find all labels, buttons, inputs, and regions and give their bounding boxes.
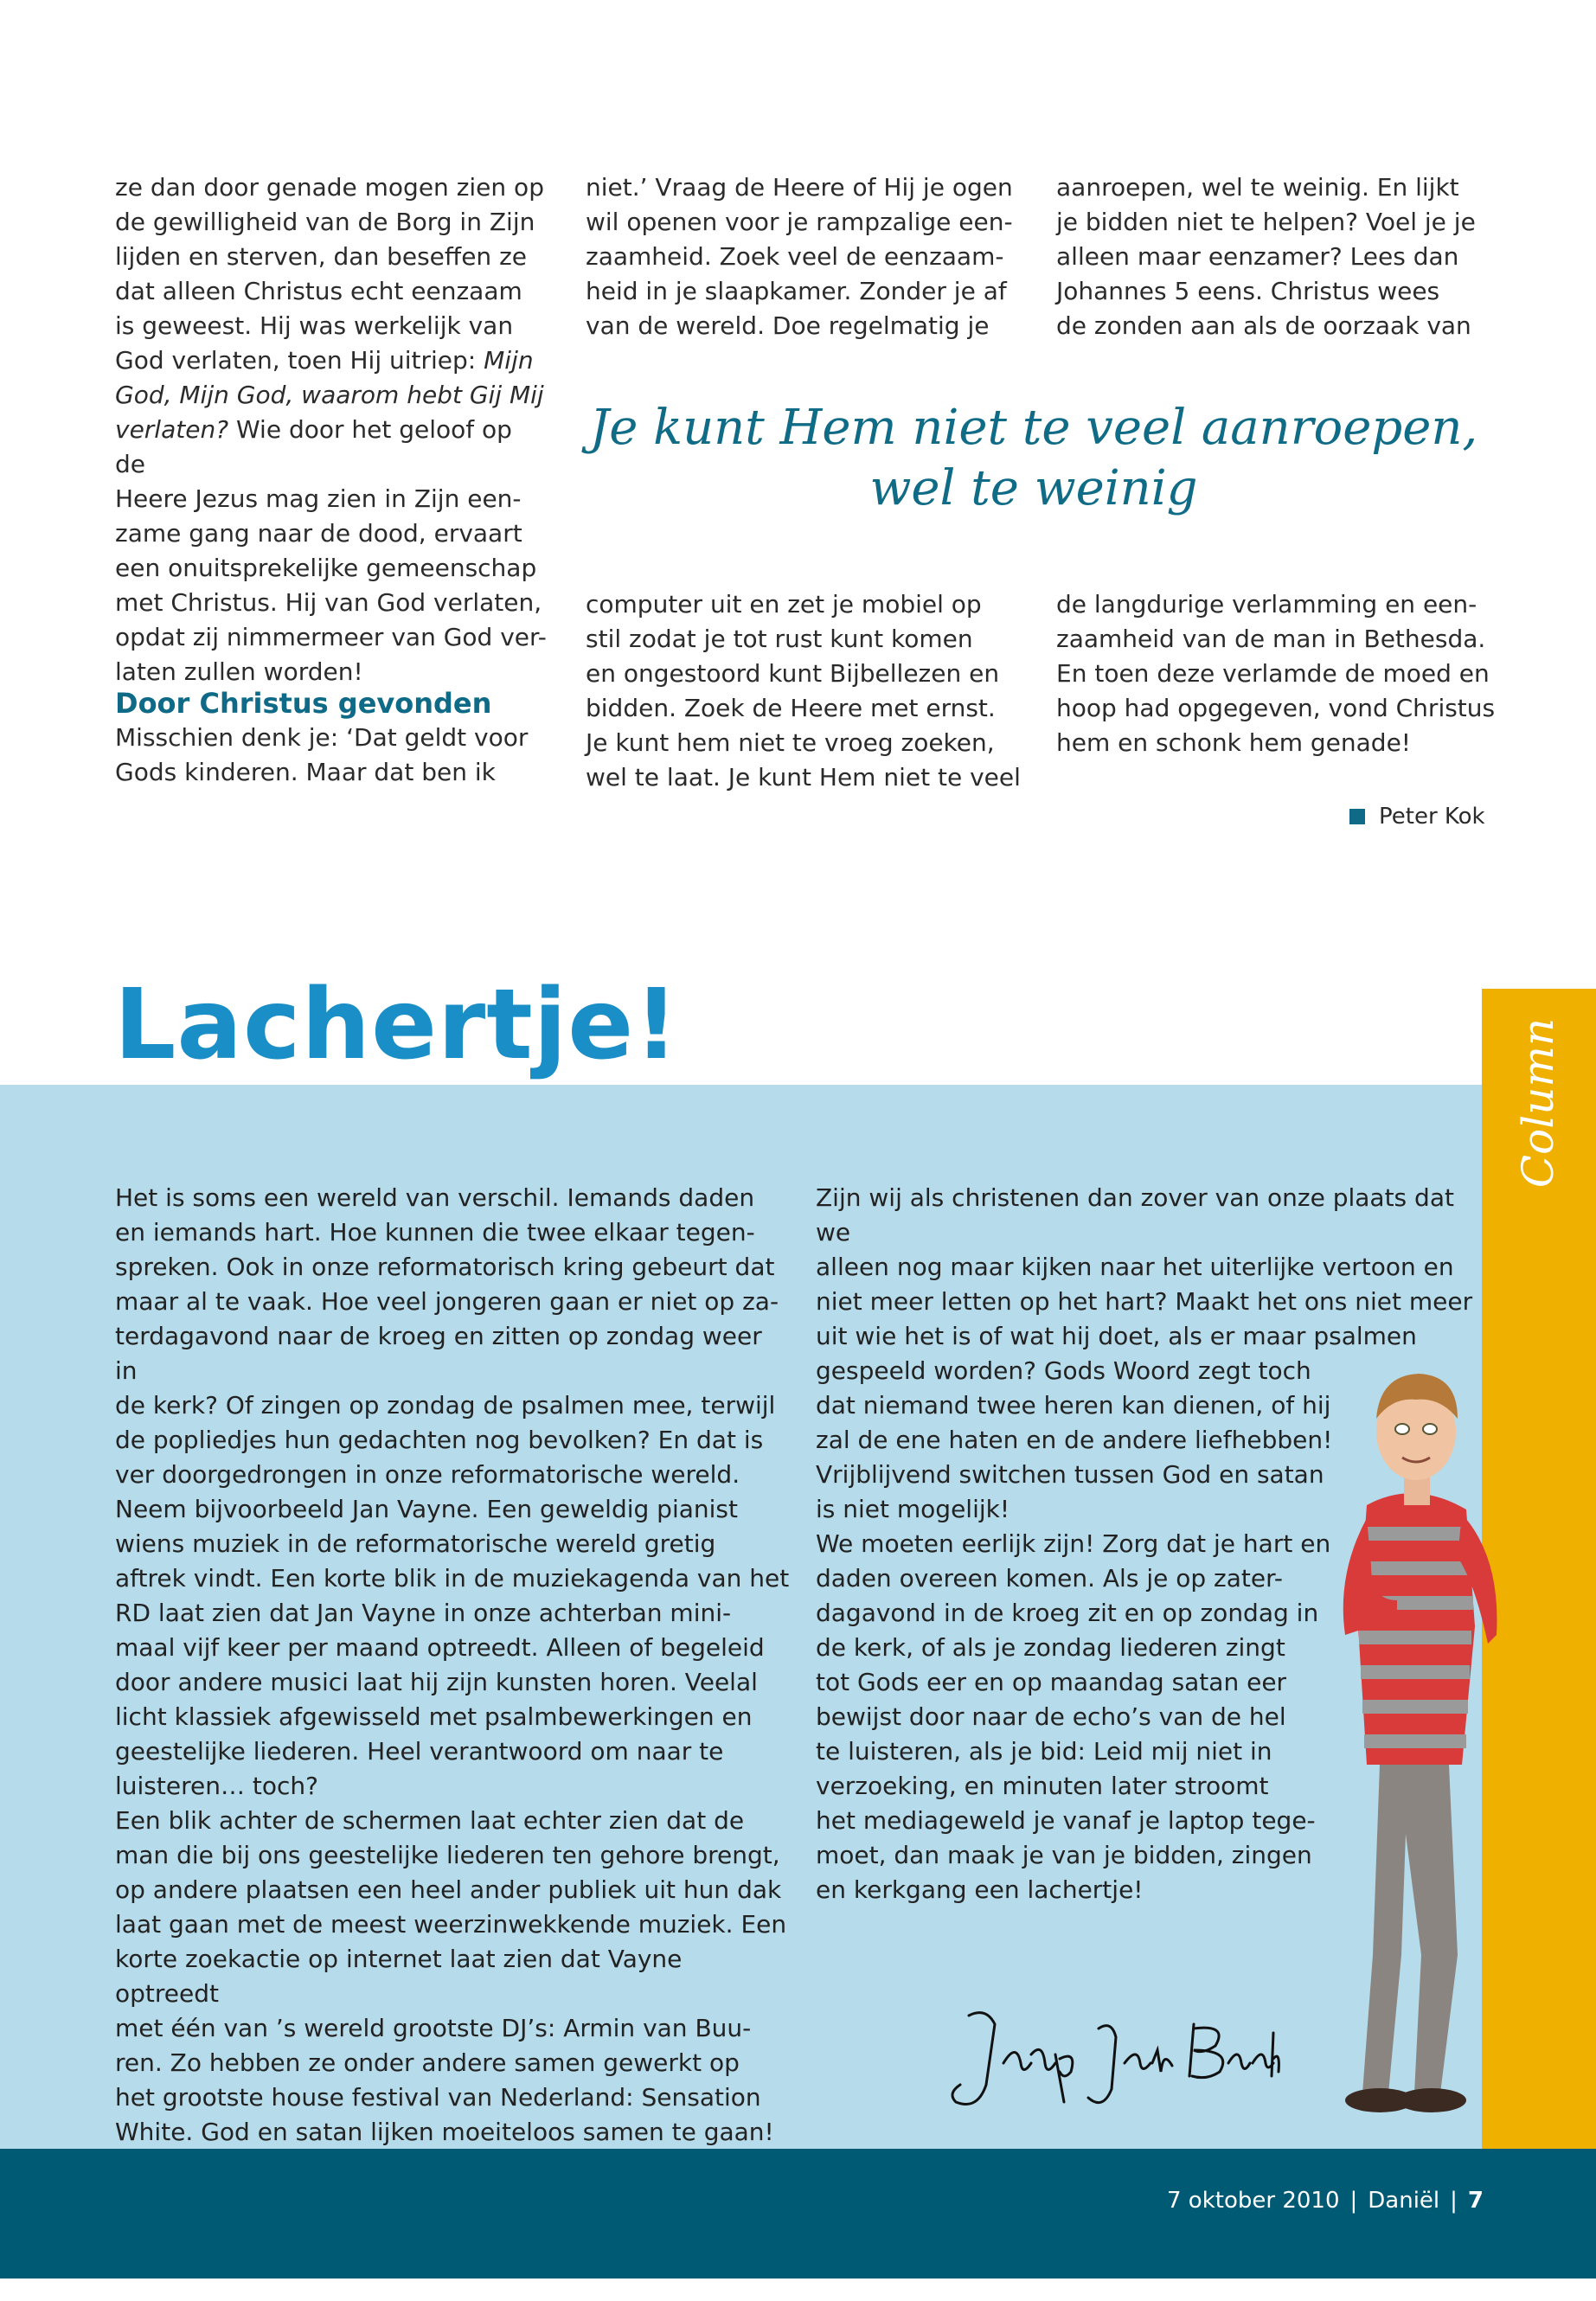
pull-quote: Je kunt Hem niet te veel aanroepen, wel te weinig (589, 400, 1478, 516)
article-author (1349, 802, 1485, 831)
article-column-1 (115, 170, 548, 689)
article-column-2-bottom: computer uit en zet je mobiel op stil zodat je tot rust kunt komen en ongestoord kunt Bijbellezen en bidden. Zoek de Heere met ernst. Je kunt hem niet te vroeg zoeken, wel te laat. Je kunt Hem niet te veel (586, 590, 1021, 792)
author-name: Peter Kok (1379, 804, 1485, 830)
article-col1-continued: Misschien denk je: ‘Dat geldt voor Gods kinderen. Maar dat ben ik (115, 723, 529, 786)
article-column-3-bottom: de langdurige verlamming en een- zaamheid van de man in Bethesda. En toen deze verlamde de moed en hoop had opgegeven, vond Christus hem en schonk hem genade! (1056, 590, 1496, 757)
footer-separator: | (1349, 2188, 1358, 2214)
column-tab-label: Column (1513, 1017, 1564, 1189)
article-col1-text-b: Wie door het geloof op de Heere Jezus mag zien in Zijn een- zame gang naar de dood, ervaart een onuitsprekelijke gemeenschap met Christus. Hij van God verlaten, opdat zij nimmermeer van God ver- laten zullen worden! (115, 415, 547, 686)
article-col1-quote: Mijn God, Mijn God, waarom hebt Gij Mij verlaten? (115, 346, 544, 444)
footer-page-number: 7 (1467, 2188, 1484, 2214)
column-tab-label-wrap (1497, 1017, 1580, 1189)
footer-magazine: Daniël (1368, 2188, 1440, 2214)
article-col1-text-a: ze dan door genade mogen zien op de gewilligheid van de Borg in Zijn lijden en sterven, dan beseffen ze dat alleen Christus echt eenzaam is geweest. Hij was werkelijk van God verlaten, toen Hij uitriep: (115, 173, 544, 375)
column-title: Lachertje! (114, 969, 680, 1081)
column-left-text: Het is soms een wereld van verschil. Iemands daden en iemands hart. Hoe kunnen die twee elkaar tegen- spreken. Ook in onze reformatorisch kring gebeurt dat maar al te vaak. Hoe veel jongeren gaan er niet op za- terdagavond naar de kroeg en zitten op zondag weer in de kerk? Of zingen op zondag de psalmen mee, terwijl de popliedjes hun gedachten nog bevolken? En dat is ver doorgedrongen in onze reformatorische wereld. Neem bijvoorbeeld Jan Vayne. Een geweldig pianist wiens muziek in de reformatorische wereld gretig aftrek vindt. Een korte blik in de muziekagenda van het RD laat zien dat Jan Vayne in onze achterban mini- maal vijf keer per maand optreedt. Alleen of begeleid door andere musici laat hij zijn kunsten horen. Veelal licht klassiek afgewisseld met psalmbewerkingen en geestelijke liederen. Heel verantwoord om naar te luisteren… toch? Een blik achter de schermen laat echter zien dat de man die bij ons geestelijke liederen ten gehore brengt, op andere plaatsen een heel ander publiek uit hun dak laat gaan met de meest weerzinwekkende muziek. Een korte zoekactie op internet laat zien dat Vayne optreedt met één van ’s wereld grootste DJ’s: Armin van Buu- ren. Zo hebben ze onder andere samen gewerkt op het grootste house festival van Nederland: Sensation White. God en satan lijken moeiteloos samen te gaan! (115, 1183, 790, 2146)
footer-separator-2: | (1450, 2188, 1458, 2214)
author-square-bullet (1349, 809, 1365, 824)
signature (934, 1990, 1280, 2119)
article-subheading: Door Christus gevonden (115, 687, 492, 720)
footer-date: 7 oktober 2010 (1167, 2188, 1340, 2214)
article-column-3-top: aanroepen, wel te weinig. En lijkt je bidden niet te helpen? Voel je je alleen maar eenzamer? Lees dan Johannes 5 eens. Christus wees de zonden aan als de oorzaak van (1056, 173, 1476, 340)
article-column-2-top: niet.’ Vraag de Heere of Hij je ogen wil openen voor je rampzalige een- zaamheid. Zoek veel de eenzaam- heid in je slaapkamer. Zonder je af van de wereld. Doe regelmatig je (586, 173, 1013, 340)
columnist-photo (1319, 1349, 1509, 2128)
footer-text (1167, 2183, 1484, 2218)
column-right-text: Zijn wij als christenen dan zover van onze plaats dat we alleen nog maar kijken naar het uiterlijke vertoon en niet meer letten op het hart? Maakt het ons niet meer uit wie het is of wat hij doet, als er maar psalmen gespeeld worden? Gods Woord zegt toch dat niemand twee heren kan dienen, of hij zal de ene haten en de andere liefhebben! Vrijblijvend switchen tussen God en satan is niet mogelijk! We moeten eerlijk zijn! Zorg dat je hart en daden overeen komen. Als je op zater- dagavond in de kroeg zit en op zondag in de kerk, of als je zondag liederen zingt tot Gods eer en op maandag satan eer bewijst door naar de echo’s van de hel te luisteren, als je bid: Leid mij niet in verzoeking, en minuten later stroomt het mediageweld je vanaf je laptop tege- moet, dan maak je van je bidden, zingen en kerkgang een lachertje! (816, 1183, 1473, 1904)
